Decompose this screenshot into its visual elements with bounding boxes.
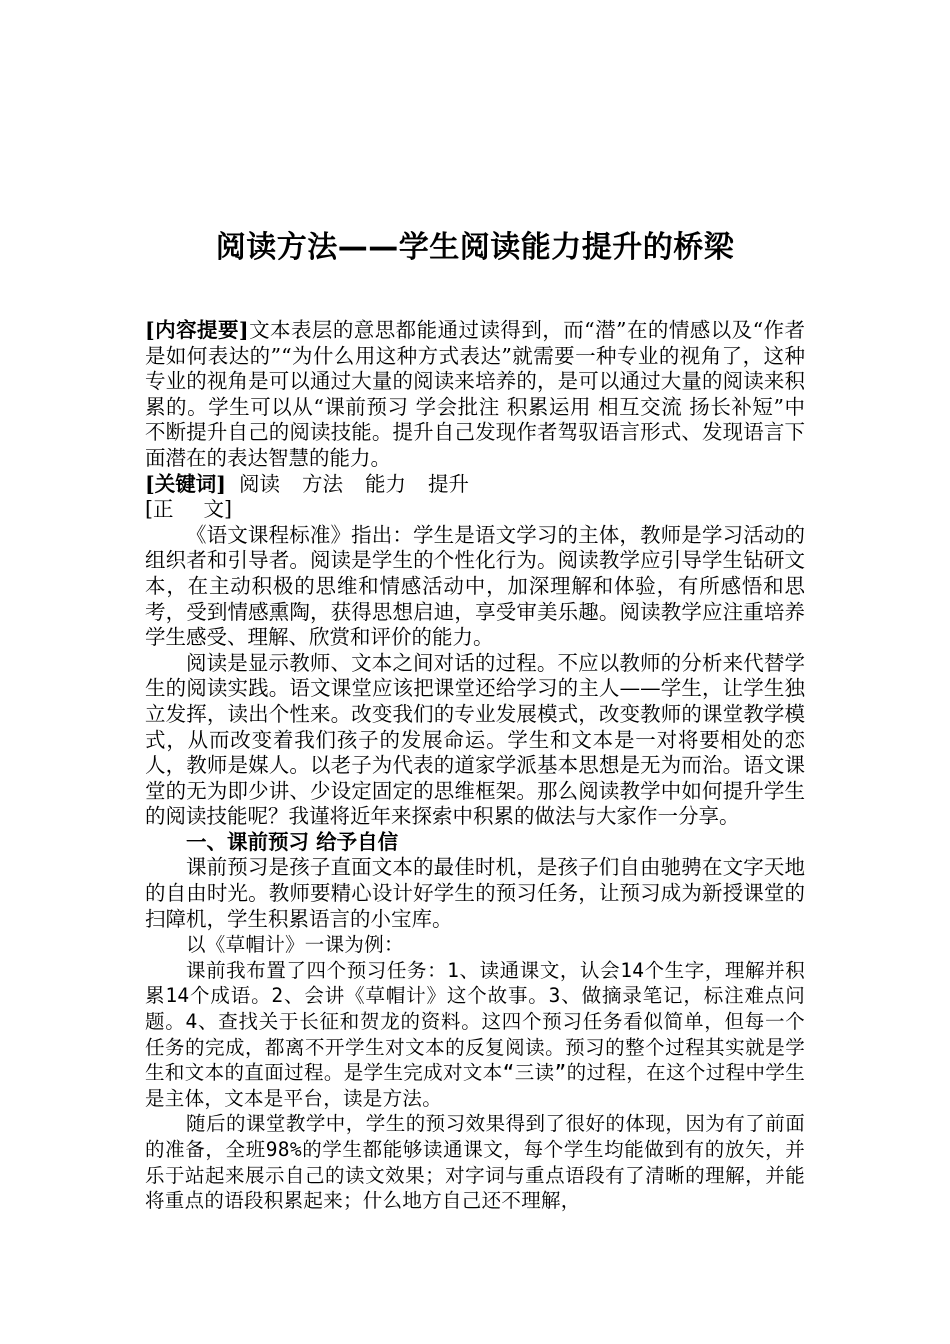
body-label-open: [正 [145,497,174,522]
keyword-item: 阅读 [238,471,280,496]
document-title: 阅读方法——学生阅读能力提升的桥梁 [215,230,735,265]
body-label [145,497,805,523]
body-paragraph: 课前我布置了四个预习任务：1、读通课文，认会14个生字，理解并积累14个成语。2、会讲《草帽计》这个故事。3、做摘录笔记，标注难点问题。4、查找关于长征和贺龙的资料。这四个预习任务看似简单，但每一个任务的完成，都离不开学生对文本的反复阅读。预习的整个过程其实就是学生和文本的直面过程。是学生完成对文本“三读”的过程，在这个过程中学生是主体，文本是平台，读是方法。 [145,958,805,1110]
section-heading: 一、课前预习 给予自信 [186,829,399,854]
abstract-paragraph [145,318,805,472]
keywords-label: [关键词] [145,471,226,496]
body-paragraph: 阅读是显示教师、文本之间对话的过程。不应以教师的分析来代替学生的阅读实践。语文课堂应该把课堂还给学习的主人——学生，让学生独立发挥，读出个性来。改变我们的专业发展模式，改变教师的课堂教学模式，从而改变着我们孩子的发展命运。学生和文本是一对将要相处的恋人，教师是媒人。以老子为代表的道家学派基本思想是无为而治。语文课堂的无为即少讲、少设定固定的思维框架。那么阅读教学中如何提升学生的阅读技能呢？我谨将近年来探索中积累的做法与大家作一分享。 [145,650,805,829]
document-body [145,318,805,1214]
body-paragraph: 以《草帽计》一课为例： [186,933,404,957]
body-paragraph: 课前预习是孩子直面文本的最佳时机，是孩子们自由驰骋在文字天地的自由时光。教师要精心设计好学生的预习任务，让预习成为新授课堂的扫障机，学生积累语言的小宝库。 [145,855,805,931]
keyword-item: 方法 [301,471,343,496]
keyword-item: 能力 [364,471,406,496]
keywords-line [145,472,805,498]
abstract-text: 文本表层的意思都能通过读得到，而“潜”在的情感以及“作者是如何表达的”“为什么用这种方式表达”就需要一种专业的视角了，这种专业的视角是可以通过大量的阅读来培养的，是可以通过大量的阅读来积累的。学生可以从“课前预习 学会批注 积累运用 相互交流 扬长补短”中不断提升自己的阅读技能。提升自己发现作者驾驭语言形式、发现语言下面潜在的表达智慧的能力。 [145,318,805,470]
body-label-close: 文] [203,497,232,522]
body-paragraph: 随后的课堂教学中，学生的预习效果得到了很好的体现，因为有了前面的准备，全班98%的学生都能够读通课文，每个学生均能做到有的放矢，并乐于站起来展示自己的读文效果；对字词与重点语段有了清晰的理解，并能将重点的语段积累起来；什么地方自己还不理解， [145,1112,805,1213]
abstract-label: [内容提要] [145,318,249,342]
keyword-item: 提升 [427,471,469,496]
body-paragraph: 《语文课程标准》指出：学生是语文学习的主体，教师是学习活动的组织者和引导者。阅读是学生的个性化行为。阅读教学应引导学生钻研文本，在主动积极的思维和情感活动中，加深理解和体验，有所感悟和思考，受到情感熏陶，获得思想启迪，享受审美乐趣。阅读教学应注重培养学生感受、理解、欣赏和评价的能力。 [145,522,805,650]
